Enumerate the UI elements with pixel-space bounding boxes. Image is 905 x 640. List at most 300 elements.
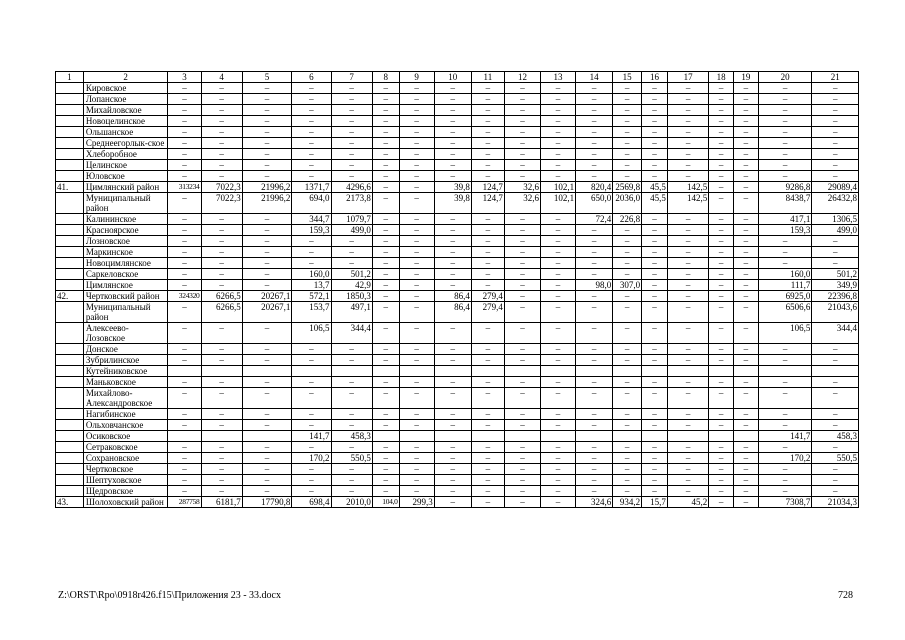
value-cell: – bbox=[576, 160, 613, 171]
value-cell: – bbox=[399, 388, 434, 409]
value-cell: – bbox=[758, 171, 812, 182]
settlement-name-cell: Шолоховский район bbox=[83, 497, 168, 508]
value-cell: – bbox=[201, 105, 242, 116]
settlement-name-cell: Маркинское bbox=[83, 247, 168, 258]
value-cell: – bbox=[242, 388, 292, 409]
value-cell: – bbox=[576, 302, 613, 323]
value-cell: – bbox=[576, 127, 613, 138]
value-cell: 141,7 bbox=[758, 431, 812, 442]
value-cell: – bbox=[399, 344, 434, 355]
value-cell: – bbox=[709, 193, 734, 214]
value-cell: – bbox=[471, 160, 504, 171]
value-cell: – bbox=[576, 486, 613, 497]
value-cell: – bbox=[709, 323, 734, 344]
value-cell: 650,0 bbox=[576, 193, 613, 214]
value-cell: 6266,5 bbox=[201, 291, 242, 302]
value-cell: – bbox=[372, 486, 399, 497]
row-number-cell bbox=[56, 486, 84, 497]
value-cell: – bbox=[399, 302, 434, 323]
value-cell: – bbox=[331, 486, 372, 497]
table-row bbox=[56, 409, 859, 420]
value-cell: – bbox=[168, 323, 201, 344]
row-number-cell bbox=[56, 475, 84, 486]
row-number-cell bbox=[56, 236, 84, 247]
value-cell: 501,2 bbox=[812, 269, 859, 280]
table-row bbox=[56, 431, 859, 442]
value-cell bbox=[471, 366, 504, 377]
value-cell bbox=[168, 431, 201, 442]
value-cell: – bbox=[504, 323, 540, 344]
value-cell: – bbox=[504, 486, 540, 497]
row-number-cell bbox=[56, 83, 84, 94]
value-cell: – bbox=[709, 377, 734, 388]
value-cell: – bbox=[292, 94, 331, 105]
value-cell: – bbox=[576, 116, 613, 127]
value-cell: 1306,5 bbox=[812, 214, 859, 225]
value-cell: – bbox=[434, 116, 471, 127]
value-cell: – bbox=[812, 442, 859, 453]
value-cell: – bbox=[504, 269, 540, 280]
value-cell: – bbox=[733, 225, 758, 236]
value-cell: – bbox=[471, 497, 504, 508]
value-cell: – bbox=[733, 497, 758, 508]
value-cell: – bbox=[292, 171, 331, 182]
value-cell: – bbox=[399, 105, 434, 116]
value-cell: – bbox=[399, 464, 434, 475]
value-cell: 42,9 bbox=[331, 280, 372, 291]
value-cell: – bbox=[201, 409, 242, 420]
value-cell: – bbox=[201, 116, 242, 127]
value-cell: – bbox=[576, 475, 613, 486]
value-cell: – bbox=[434, 94, 471, 105]
value-cell: – bbox=[576, 355, 613, 366]
value-cell: – bbox=[504, 149, 540, 160]
table-row bbox=[56, 388, 859, 409]
value-cell: – bbox=[434, 83, 471, 94]
value-cell: – bbox=[613, 409, 642, 420]
value-cell: – bbox=[372, 116, 399, 127]
value-cell: – bbox=[541, 420, 576, 431]
settlement-name-cell: Цимлянский район bbox=[83, 182, 168, 193]
value-cell: – bbox=[504, 409, 540, 420]
value-cell: – bbox=[434, 388, 471, 409]
value-cell: – bbox=[504, 83, 540, 94]
value-cell: – bbox=[471, 323, 504, 344]
value-cell: – bbox=[613, 486, 642, 497]
value-cell: – bbox=[242, 236, 292, 247]
value-cell: – bbox=[541, 344, 576, 355]
row-number-cell bbox=[56, 127, 84, 138]
value-cell: – bbox=[201, 323, 242, 344]
value-cell: – bbox=[399, 355, 434, 366]
value-cell: – bbox=[709, 497, 734, 508]
value-cell: – bbox=[758, 247, 812, 258]
value-cell: – bbox=[201, 453, 242, 464]
column-number-cell: 14 bbox=[576, 72, 613, 83]
value-cell bbox=[642, 431, 668, 442]
value-cell: – bbox=[201, 83, 242, 94]
value-cell: – bbox=[733, 453, 758, 464]
value-cell: – bbox=[331, 236, 372, 247]
value-cell: – bbox=[292, 258, 331, 269]
value-cell: 6925,0 bbox=[758, 291, 812, 302]
value-cell: – bbox=[372, 344, 399, 355]
row-number-cell bbox=[56, 442, 84, 453]
value-cell: – bbox=[372, 160, 399, 171]
value-cell bbox=[372, 366, 399, 377]
value-cell: – bbox=[372, 291, 399, 302]
value-cell: – bbox=[434, 464, 471, 475]
value-cell: – bbox=[613, 171, 642, 182]
value-cell: – bbox=[541, 486, 576, 497]
value-cell: – bbox=[709, 291, 734, 302]
value-cell: – bbox=[613, 94, 642, 105]
value-cell: – bbox=[471, 377, 504, 388]
value-cell bbox=[201, 366, 242, 377]
value-cell: – bbox=[667, 291, 708, 302]
settlement-name-cell: Чертковское bbox=[83, 464, 168, 475]
value-cell: 1850,3 bbox=[331, 291, 372, 302]
value-cell: 86,4 bbox=[434, 291, 471, 302]
settlement-name-cell: Зубрилинское bbox=[83, 355, 168, 366]
value-cell: – bbox=[504, 116, 540, 127]
value-cell: 8438,7 bbox=[758, 193, 812, 214]
settlement-name-cell: Щедровское bbox=[83, 486, 168, 497]
value-cell: 287758 bbox=[168, 497, 201, 508]
settlement-name-cell: Михайлово-Александровское bbox=[83, 388, 168, 409]
value-cell: – bbox=[372, 214, 399, 225]
value-cell: – bbox=[758, 409, 812, 420]
value-cell: – bbox=[576, 377, 613, 388]
value-cell: – bbox=[733, 116, 758, 127]
value-cell: – bbox=[292, 344, 331, 355]
table-row bbox=[56, 323, 859, 344]
value-cell bbox=[758, 366, 812, 377]
value-cell: – bbox=[642, 171, 668, 182]
value-cell bbox=[242, 366, 292, 377]
value-cell: – bbox=[434, 149, 471, 160]
value-cell: – bbox=[504, 388, 540, 409]
value-cell: – bbox=[667, 258, 708, 269]
value-cell: – bbox=[434, 280, 471, 291]
value-cell: – bbox=[576, 269, 613, 280]
value-cell: – bbox=[504, 214, 540, 225]
value-cell: – bbox=[812, 83, 859, 94]
value-cell: – bbox=[471, 247, 504, 258]
value-cell: – bbox=[758, 149, 812, 160]
value-cell: – bbox=[667, 83, 708, 94]
value-cell: – bbox=[758, 420, 812, 431]
row-number-cell: 41. bbox=[56, 182, 84, 193]
value-cell: – bbox=[201, 236, 242, 247]
value-cell: – bbox=[613, 258, 642, 269]
table-row bbox=[56, 344, 859, 355]
value-cell: – bbox=[733, 355, 758, 366]
value-cell: 820,4 bbox=[576, 182, 613, 193]
value-cell: 45,5 bbox=[642, 193, 668, 214]
value-cell: – bbox=[709, 420, 734, 431]
value-cell: – bbox=[292, 149, 331, 160]
value-cell: – bbox=[613, 83, 642, 94]
value-cell: 39,8 bbox=[434, 193, 471, 214]
value-cell: – bbox=[471, 149, 504, 160]
page-number: 728 bbox=[838, 590, 853, 601]
row-number-cell bbox=[56, 247, 84, 258]
value-cell: – bbox=[733, 475, 758, 486]
value-cell: – bbox=[504, 497, 540, 508]
value-cell: 324320 bbox=[168, 291, 201, 302]
value-cell: 324,6 bbox=[576, 497, 613, 508]
value-cell: – bbox=[471, 225, 504, 236]
value-cell: – bbox=[541, 355, 576, 366]
value-cell: – bbox=[709, 453, 734, 464]
value-cell: – bbox=[733, 258, 758, 269]
value-cell: – bbox=[201, 344, 242, 355]
value-cell: – bbox=[758, 486, 812, 497]
value-cell: – bbox=[399, 323, 434, 344]
value-cell: 45,5 bbox=[642, 182, 668, 193]
value-cell: – bbox=[642, 236, 668, 247]
settlement-name-cell: Муниципальный район bbox=[83, 193, 168, 214]
value-cell: – bbox=[504, 377, 540, 388]
column-number-cell: 16 bbox=[642, 72, 668, 83]
value-cell: – bbox=[471, 355, 504, 366]
value-cell: 458,3 bbox=[331, 431, 372, 442]
value-cell: – bbox=[372, 83, 399, 94]
value-cell: – bbox=[709, 247, 734, 258]
value-cell: – bbox=[541, 388, 576, 409]
value-cell: – bbox=[331, 355, 372, 366]
settlement-name-cell: Цимлянское bbox=[83, 280, 168, 291]
value-cell: – bbox=[399, 83, 434, 94]
value-cell bbox=[504, 431, 540, 442]
value-cell: – bbox=[709, 225, 734, 236]
row-number-cell bbox=[56, 344, 84, 355]
value-cell: – bbox=[613, 355, 642, 366]
value-cell: – bbox=[733, 280, 758, 291]
value-cell: – bbox=[242, 453, 292, 464]
value-cell: – bbox=[613, 160, 642, 171]
value-cell bbox=[201, 431, 242, 442]
value-cell: – bbox=[667, 94, 708, 105]
value-cell: – bbox=[504, 225, 540, 236]
value-cell: – bbox=[642, 94, 668, 105]
value-cell: – bbox=[667, 105, 708, 116]
column-number-cell: 4 bbox=[201, 72, 242, 83]
value-cell: – bbox=[372, 355, 399, 366]
value-cell: – bbox=[667, 464, 708, 475]
value-cell: – bbox=[201, 377, 242, 388]
table-row bbox=[56, 149, 859, 160]
value-cell: 21996,2 bbox=[242, 182, 292, 193]
row-number-cell bbox=[56, 453, 84, 464]
value-cell: – bbox=[709, 236, 734, 247]
value-cell: – bbox=[201, 388, 242, 409]
value-cell: – bbox=[541, 171, 576, 182]
value-cell: – bbox=[292, 116, 331, 127]
value-cell: – bbox=[434, 409, 471, 420]
value-cell: 20267,1 bbox=[242, 302, 292, 323]
value-cell: – bbox=[541, 409, 576, 420]
value-cell: – bbox=[242, 94, 292, 105]
value-cell: – bbox=[399, 160, 434, 171]
value-cell: – bbox=[168, 149, 201, 160]
row-number-cell bbox=[56, 355, 84, 366]
value-cell: – bbox=[292, 486, 331, 497]
value-cell: 501,2 bbox=[331, 269, 372, 280]
value-cell: – bbox=[504, 291, 540, 302]
value-cell: – bbox=[541, 453, 576, 464]
value-cell: 22396,8 bbox=[812, 291, 859, 302]
row-number-cell bbox=[56, 138, 84, 149]
value-cell: – bbox=[504, 442, 540, 453]
value-cell: – bbox=[733, 149, 758, 160]
value-cell: – bbox=[331, 420, 372, 431]
row-number-cell bbox=[56, 171, 84, 182]
column-number-cell: 18 bbox=[709, 72, 734, 83]
value-cell bbox=[372, 431, 399, 442]
value-cell: – bbox=[709, 105, 734, 116]
value-cell: 17790,8 bbox=[242, 497, 292, 508]
value-cell: – bbox=[667, 355, 708, 366]
value-cell: – bbox=[292, 388, 331, 409]
value-cell: – bbox=[201, 127, 242, 138]
value-cell: – bbox=[372, 182, 399, 193]
value-cell: 13,7 bbox=[292, 280, 331, 291]
value-cell bbox=[434, 366, 471, 377]
column-number-cell: 13 bbox=[541, 72, 576, 83]
value-cell: – bbox=[733, 83, 758, 94]
value-cell: – bbox=[292, 160, 331, 171]
value-cell: – bbox=[399, 116, 434, 127]
value-cell: – bbox=[434, 377, 471, 388]
value-cell: 124,7 bbox=[471, 182, 504, 193]
value-cell: – bbox=[541, 377, 576, 388]
column-number-cell: 2 bbox=[83, 72, 168, 83]
value-cell: 2036,0 bbox=[613, 193, 642, 214]
table-row bbox=[56, 453, 859, 464]
value-cell: – bbox=[812, 236, 859, 247]
value-cell: – bbox=[168, 420, 201, 431]
value-cell: – bbox=[642, 377, 668, 388]
value-cell: – bbox=[642, 291, 668, 302]
value-cell: – bbox=[399, 193, 434, 214]
value-cell: 2173,8 bbox=[331, 193, 372, 214]
table-row bbox=[56, 247, 859, 258]
row-number-cell bbox=[56, 160, 84, 171]
row-number-cell bbox=[56, 149, 84, 160]
value-cell: 307,0 bbox=[613, 280, 642, 291]
value-cell: 142,5 bbox=[667, 182, 708, 193]
table-row bbox=[56, 160, 859, 171]
row-number-cell bbox=[56, 94, 84, 105]
settlement-name-cell: Хлеборобное bbox=[83, 149, 168, 160]
column-number-cell: 7 bbox=[331, 72, 372, 83]
value-cell: – bbox=[292, 355, 331, 366]
value-cell: – bbox=[642, 486, 668, 497]
value-cell: – bbox=[168, 160, 201, 171]
table-row bbox=[56, 420, 859, 431]
value-cell: – bbox=[667, 344, 708, 355]
value-cell: – bbox=[292, 409, 331, 420]
value-cell: – bbox=[709, 388, 734, 409]
value-cell: 86,4 bbox=[434, 302, 471, 323]
value-cell: 142,5 bbox=[667, 193, 708, 214]
value-cell: – bbox=[758, 388, 812, 409]
row-number-cell bbox=[56, 105, 84, 116]
value-cell: – bbox=[292, 83, 331, 94]
table-row bbox=[56, 269, 859, 280]
value-cell: – bbox=[434, 442, 471, 453]
settlement-name-cell: Осиковское bbox=[83, 431, 168, 442]
value-cell: – bbox=[667, 442, 708, 453]
value-cell: – bbox=[709, 258, 734, 269]
value-cell: – bbox=[242, 323, 292, 344]
value-cell: – bbox=[709, 409, 734, 420]
value-cell: – bbox=[613, 105, 642, 116]
value-cell: – bbox=[372, 420, 399, 431]
value-cell: 124,7 bbox=[471, 193, 504, 214]
value-cell: – bbox=[642, 116, 668, 127]
value-cell: – bbox=[733, 182, 758, 193]
value-cell: – bbox=[399, 420, 434, 431]
value-cell: – bbox=[201, 214, 242, 225]
value-cell: – bbox=[541, 258, 576, 269]
value-cell: – bbox=[372, 149, 399, 160]
row-number-cell bbox=[56, 302, 84, 323]
value-cell: – bbox=[372, 453, 399, 464]
value-cell: – bbox=[812, 105, 859, 116]
value-cell: – bbox=[434, 225, 471, 236]
value-cell: – bbox=[541, 475, 576, 486]
value-cell: – bbox=[642, 344, 668, 355]
value-cell: – bbox=[541, 214, 576, 225]
settlement-name-cell: Юловское bbox=[83, 171, 168, 182]
value-cell: – bbox=[642, 160, 668, 171]
column-number-cell: 19 bbox=[733, 72, 758, 83]
value-cell: – bbox=[201, 247, 242, 258]
value-cell: 106,5 bbox=[758, 323, 812, 344]
table-row bbox=[56, 138, 859, 149]
value-cell: – bbox=[758, 236, 812, 247]
value-cell: – bbox=[372, 105, 399, 116]
value-cell: 21043,6 bbox=[812, 302, 859, 323]
value-cell: – bbox=[168, 247, 201, 258]
settlement-name-cell: Калининское bbox=[83, 214, 168, 225]
value-cell: – bbox=[812, 127, 859, 138]
value-cell: 344,7 bbox=[292, 214, 331, 225]
value-cell: – bbox=[201, 269, 242, 280]
value-cell: – bbox=[642, 225, 668, 236]
value-cell: 20267,1 bbox=[242, 291, 292, 302]
value-cell: 153,7 bbox=[292, 302, 331, 323]
value-cell: – bbox=[576, 409, 613, 420]
value-cell: – bbox=[642, 464, 668, 475]
value-cell: – bbox=[399, 94, 434, 105]
value-cell: – bbox=[576, 236, 613, 247]
value-cell: – bbox=[613, 475, 642, 486]
value-cell: – bbox=[434, 105, 471, 116]
settlement-name-cell: Нагибинское bbox=[83, 409, 168, 420]
value-cell: 226,8 bbox=[613, 214, 642, 225]
value-cell: – bbox=[168, 193, 201, 214]
value-cell: – bbox=[399, 236, 434, 247]
value-cell: – bbox=[471, 214, 504, 225]
settlement-name-cell: Саркеловское bbox=[83, 269, 168, 280]
value-cell: – bbox=[471, 344, 504, 355]
value-cell: – bbox=[434, 475, 471, 486]
value-cell: – bbox=[576, 247, 613, 258]
